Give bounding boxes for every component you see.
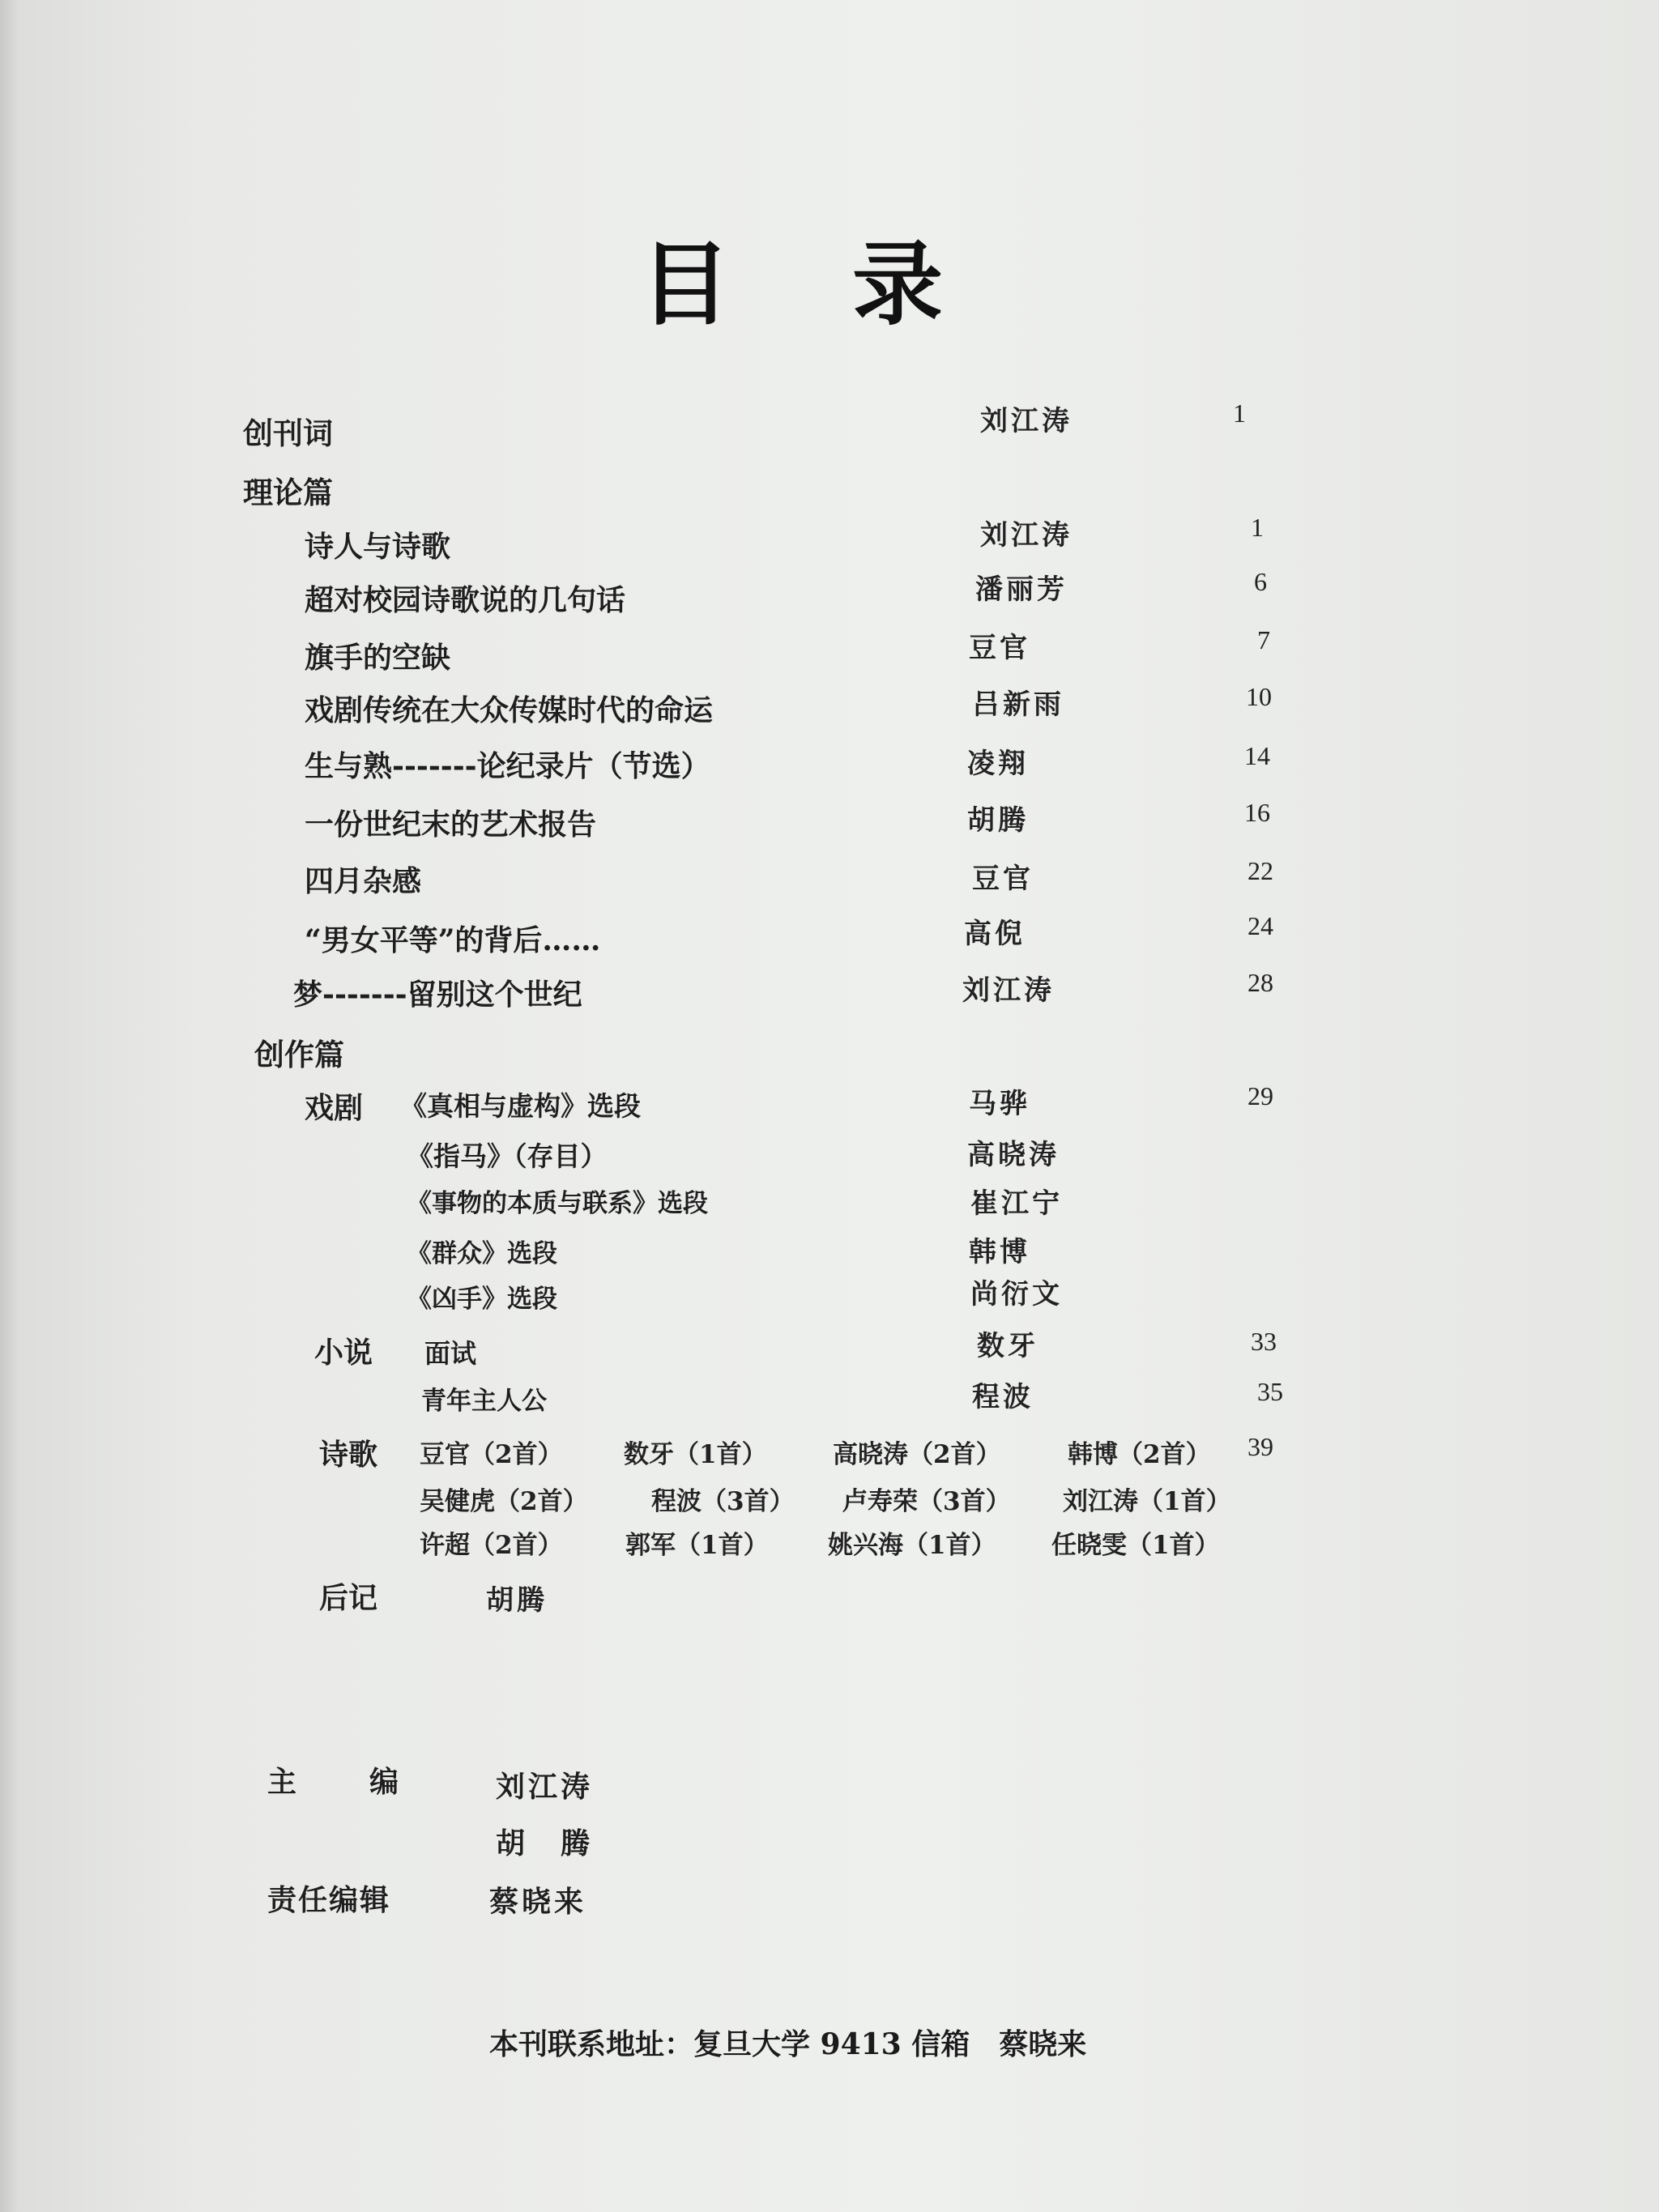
poetry-author: 程波（3首） bbox=[651, 1487, 795, 1516]
poetry-author: 吴健虎（2首） bbox=[420, 1487, 588, 1516]
preface-author: 刘江涛 bbox=[980, 405, 1073, 437]
toc-entry-page: 7 bbox=[1257, 625, 1270, 654]
toc-entry-page: 14 bbox=[1244, 741, 1270, 770]
toc-entry-title: 一份世纪末的艺术报告 bbox=[305, 808, 597, 842]
toc-entry-title: 《真相与虚构》选段 bbox=[400, 1090, 641, 1122]
toc-entry-page: 16 bbox=[1244, 798, 1270, 827]
toc-entry-title: 四月杂感 bbox=[305, 864, 422, 898]
toc-entry-author: 高晓涛 bbox=[967, 1139, 1060, 1171]
poetry-author: 刘江涛（1首） bbox=[1063, 1487, 1231, 1516]
toc-entry-title: 旗手的空缺 bbox=[305, 641, 451, 675]
page-title: 目录 bbox=[640, 232, 1064, 338]
poetry-author: 许超（2首） bbox=[420, 1531, 563, 1560]
chief-editor-label: 主 编 bbox=[267, 1765, 404, 1799]
toc-entry-page: 1 bbox=[1251, 513, 1264, 542]
creative-section-label: 创作篇 bbox=[254, 1037, 344, 1072]
poetry-row bbox=[420, 1481, 1265, 1517]
toc-entry-page: 6 bbox=[1254, 567, 1267, 596]
toc-entry-author: 数牙 bbox=[977, 1330, 1038, 1362]
toc-entry-title: 《指马》（存目） bbox=[407, 1140, 608, 1172]
poetry-author: 韩博（2首） bbox=[1068, 1440, 1211, 1469]
toc-entry-author: 胡腾 bbox=[967, 804, 1029, 837]
drama-label: 戏剧 bbox=[305, 1091, 364, 1125]
chief-editor-name: 刘江涛 bbox=[496, 1770, 594, 1804]
poetry-page: 39 bbox=[1247, 1432, 1273, 1461]
poetry-author: 姚兴海（1首） bbox=[828, 1531, 996, 1560]
toc-entry-title: 诗人与诗歌 bbox=[305, 530, 451, 564]
toc-entry-page: 28 bbox=[1247, 968, 1273, 997]
toc-entry-author: 马骅 bbox=[969, 1088, 1030, 1120]
toc-entry-author: 刘江涛 bbox=[962, 974, 1055, 1007]
toc-entry-title: 梦-------留别这个世纪 bbox=[293, 978, 582, 1012]
poetry-author: 郭军（1首） bbox=[625, 1531, 769, 1560]
toc-entry-author: 潘丽芳 bbox=[975, 573, 1068, 606]
toc-entry-author: 刘江涛 bbox=[980, 519, 1073, 552]
poetry-author: 高晓涛（2首） bbox=[833, 1440, 1001, 1469]
toc-entry-title: 戏剧传统在大众传媒时代的命运 bbox=[305, 693, 714, 727]
contact-address: 本刊联系地址：复旦大学 9413 信箱 蔡晓来 bbox=[489, 2027, 1087, 2061]
poetry-author: 豆官（2首） bbox=[420, 1440, 563, 1469]
poetry-row bbox=[420, 1524, 1254, 1561]
toc-entry-author: 崔江宁 bbox=[970, 1187, 1063, 1220]
toc-entry-title: 超对校园诗歌说的几句话 bbox=[305, 583, 626, 617]
toc-entry-title: 《群众》选段 bbox=[407, 1239, 557, 1268]
toc-entry-author: 尚衍文 bbox=[970, 1278, 1063, 1311]
toc-entry-title: 青年主人公 bbox=[421, 1387, 547, 1416]
afterword-label: 后记 bbox=[319, 1581, 378, 1615]
poetry-author: 卢寿荣（3首） bbox=[842, 1487, 1011, 1516]
responsible-editor-name: 蔡晓来 bbox=[489, 1885, 587, 1919]
toc-entry-title: 面试 bbox=[424, 1338, 477, 1369]
responsible-editor-label: 责任编辑 bbox=[267, 1883, 391, 1917]
toc-entry-author: 韩博 bbox=[969, 1236, 1030, 1268]
toc-entry-page: 24 bbox=[1247, 911, 1273, 940]
poetry-row bbox=[420, 1434, 1254, 1470]
toc-entry-title: 生与熟-------论纪录片（节选） bbox=[305, 749, 710, 783]
chief-editor-name: 胡 腾 bbox=[496, 1826, 594, 1860]
poetry-author: 数牙（1首） bbox=[624, 1440, 767, 1469]
toc-entry-author: 豆官 bbox=[969, 632, 1030, 664]
toc-entry-page: 10 bbox=[1246, 682, 1272, 711]
preface-page: 1 bbox=[1233, 399, 1246, 428]
preface-label: 创刊词 bbox=[243, 416, 333, 451]
toc-entry-title: 《凶手》选段 bbox=[407, 1285, 557, 1314]
toc-entry-page: 22 bbox=[1247, 856, 1273, 885]
afterword-author: 胡腾 bbox=[486, 1584, 548, 1617]
toc-entry-author: 高倪 bbox=[964, 918, 1026, 950]
poetry-author: 任晓雯（1首） bbox=[1051, 1531, 1220, 1560]
fiction-label: 小说 bbox=[314, 1336, 373, 1370]
toc-entry-title: 《事物的本质与联系》选段 bbox=[407, 1189, 708, 1218]
toc-entry-author: 吕新雨 bbox=[972, 688, 1064, 721]
toc-entry-author: 凌翔 bbox=[967, 748, 1029, 780]
toc-entry-page: 35 bbox=[1257, 1377, 1283, 1406]
toc-entry-page: 29 bbox=[1247, 1081, 1273, 1110]
toc-entry-page: 33 bbox=[1251, 1327, 1277, 1356]
poetry-label: 诗歌 bbox=[319, 1438, 378, 1472]
toc-entry-author: 豆官 bbox=[972, 863, 1034, 895]
page-edge bbox=[0, 0, 19, 2212]
theory-section-label: 理论篇 bbox=[243, 475, 333, 510]
toc-entry-author: 程波 bbox=[972, 1381, 1034, 1413]
toc-entry-title: “男女平等”的背后…… bbox=[305, 923, 601, 957]
